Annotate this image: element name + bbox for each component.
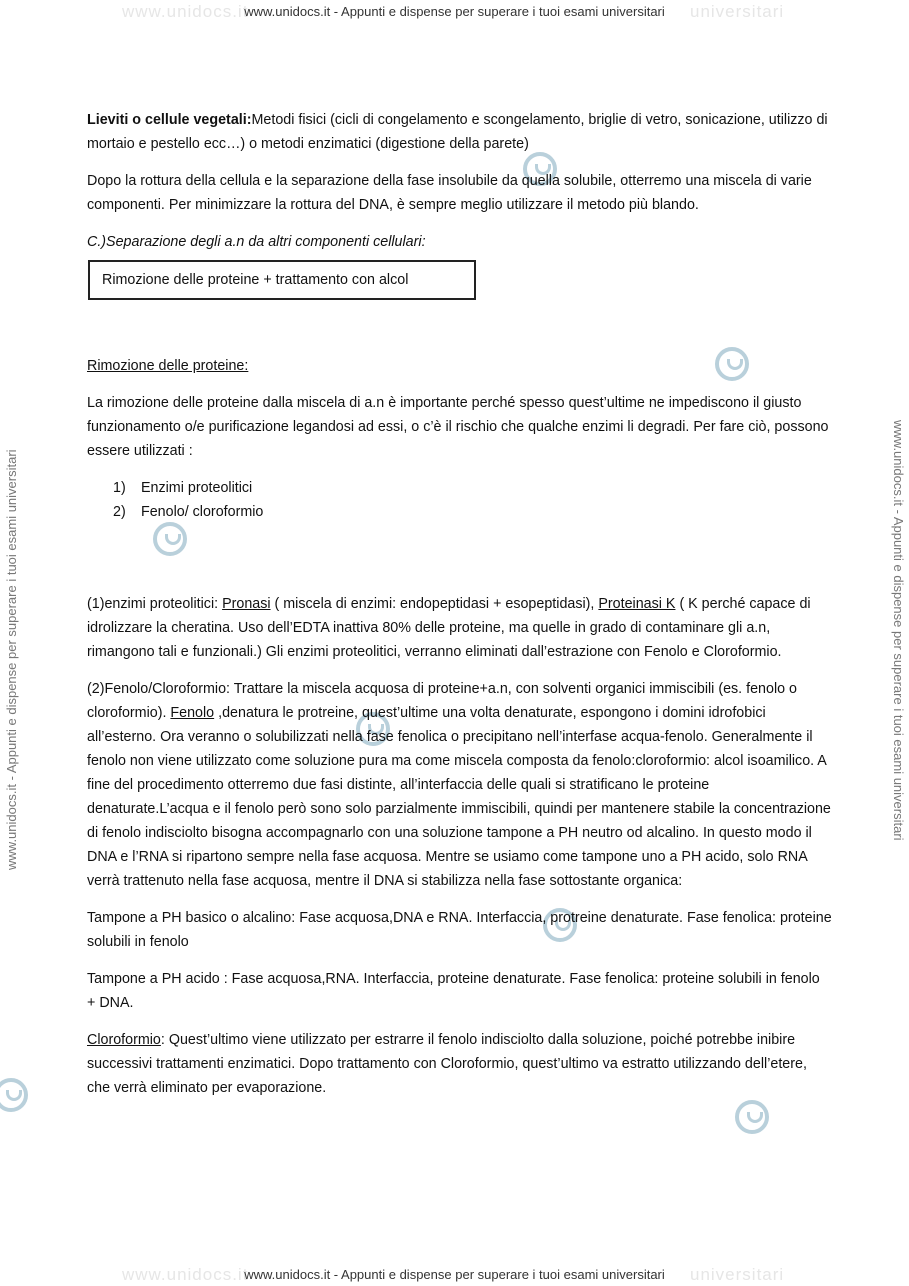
ghost-watermark-left-bottom: www.unidocs.it [122,1265,249,1284]
footer-watermark: www.unidocs.it - Appunti e dispense per superare i tuoi esami universitari [244,1267,665,1282]
paragraph-lieviti [87,108,832,156]
enzimi-end: ( K perché capace di idrolizzare la cheratina. Uso dell’EDTA inattiva 80% delle proteine, ma quelle in grado di contaminare gli a.n, rimangono tali e funzionali.) Gli enzimi proteolitici, verranno eliminati dall’estrazione con Fenolo e Cloroformio. [87,596,811,660]
pronasi-term: Pronasi [222,596,271,612]
methods-list [87,476,832,524]
right-side-watermark: www.unidocs.it - Appunti e dispense per superare i tuoi esami universitari [891,420,906,841]
paragraph-rottura: Dopo la rottura della cellula e la separazione della fase insolubile da quella solubile, otterremo una miscela di varie componenti. Per minimizzare la rottura del DNA, è sempre meglio utilizzare il metodo più blando. [87,173,812,213]
paragraph-cloroformio [87,1028,832,1100]
cloroformio-text: : Quest’ultimo viene utilizzato per estrarre il fenolo indisciolto dalla soluzione, poiché potrebbe inibire successivi trattamenti enzimatici. Dopo trattamento con Cloroformio, quest’ultimo va estratto utilizzando dell’etere, che verrà eliminato per evaporazione. [87,1032,807,1096]
paragraph-enzimi [87,592,832,664]
list-label: Enzimi proteolitici [141,480,253,496]
proteinasi-term: Proteinasi K [598,596,676,612]
list-label: Fenolo/ cloroformio [141,504,264,520]
subtitle-separazione: C.)Separazione degli a.n da altri componenti cellulari: [87,234,426,250]
ghost-watermark-right: universitari [690,2,785,21]
procedure-box: Rimozione delle proteine + trattamento con alcol [88,260,476,300]
document-body [87,108,832,1113]
fenolo-intro: (2)Fenolo/Cloroformio: Trattare la miscela acquosa di proteine+a.n, con solventi organici immiscibili (es. fenolo o cloroformio). [87,681,798,721]
left-side-watermark: www.unidocs.it - Appunti e dispense per superare i tuoi esami universitari [4,449,19,870]
paragraph-tampone-acido: Tampone a PH acido : Fase acquosa,RNA. Interfaccia, proteine denaturate. Fase fenolica: proteine solubili in fenolo + DNA. [87,971,820,1011]
fenolo-term: Fenolo [170,705,215,721]
enzimi-intro: (1)enzimi proteolitici: [87,596,223,612]
lieviti-label: Lieviti o cellule vegetali: [87,112,252,128]
fenolo-text: ,denatura le protreine, quest’ultime una volta denaturate, espongono i domini idrofobici all’esterno. Ora veranno o solubilizzati nella fase fenolica o precipitano nell’interfase acqua-fenolo. Generalmente il fenolo non viene utilizzato come soluzione pura ma come miscela composta da fenolo:cloroformio: alcol isoamilico. A fine del procedimento otterremo due fasi distinte, all’interfaccia delle quali si stratificano le proteine denaturate.L’acqua e il fenolo però sono solo parzialmente immiscibili, quindi per mantenere stabile la concentrazione di fenolo indisciolto bisogna accompagnarlo con una soluzione tampone a PH neutro od alcalino. In questo modo il DNA e l’RNA si ripartono sempre nella fase acquosa. Mentre se usiamo come tampone uno a PH acido, solo RNA verrà trattenuto nella fase acquosa, mentre il DNA si stabilizza nella fase sottostante organica: [87,705,831,889]
cloroformio-term: Cloroformio [87,1032,161,1048]
ghost-watermark-left: www.unidocs.it [122,2,249,21]
ghost-watermark-right-bottom: universitari [690,1265,785,1284]
paragraph-tampone-basico: Tampone a PH basico o alcalino: Fase acquosa,DNA e RNA. Interfaccia, protreine denaturate. Fase fenolica: proteine solubili in fenolo [87,910,832,950]
heading-rimozione-proteine: Rimozione delle proteine: [87,358,249,374]
enzimi-middle: ( miscela di enzimi: endopeptidasi + esopeptidasi), [270,596,599,612]
list-item [113,476,832,500]
header-watermark: www.unidocs.it - Appunti e dispense per superare i tuoi esami universitari [244,4,665,19]
list-item [113,500,832,524]
list-number: 1) [113,480,126,496]
list-number: 2) [113,504,126,520]
unidocs-logo-icon [0,1078,28,1112]
paragraph-rimozione: La rimozione delle proteine dalla miscela di a.n è importante perché spesso quest’ultime ne impediscono il giusto funzionamento o/e purificazione legandosi ad essi, o c’è il rischio che qualche enzimi li degradi. Per fare ciò, possono essere utilizzati : [87,395,829,459]
lieviti-text: Metodi fisici (cicli di congelamento e scongelamento, briglie di vetro, sonicazione, utilizzo di mortaio e pestello ecc…) o metodi enzimatici (digestione della parete) [87,112,828,152]
paragraph-fenolo [87,677,832,893]
